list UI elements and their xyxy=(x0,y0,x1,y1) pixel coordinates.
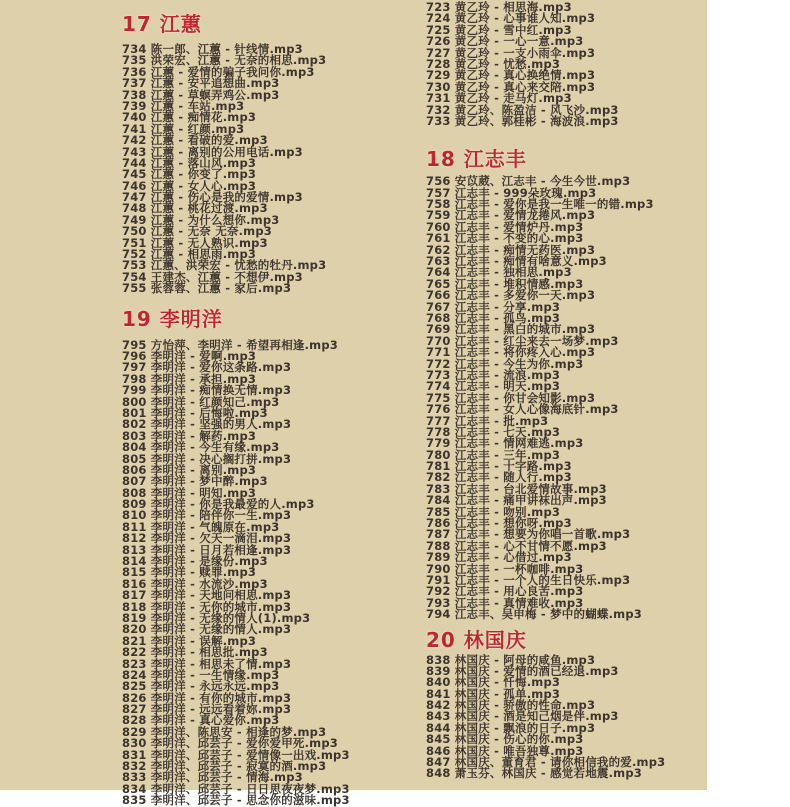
track-row: 732 黄乙玲、陈盈洁 - 风飞沙.mp3 xyxy=(426,102,619,117)
track-row: 774 江志丰 - 明天.mp3 xyxy=(426,379,561,394)
track-row: 760 江志丰 - 爱情炉丹.mp3 xyxy=(426,219,584,234)
track-row: 835 李明洋、邱芸子 - 思念你的滋味.mp3 xyxy=(122,793,350,807)
section-header: 19 李明洋 xyxy=(122,306,223,331)
track-row: 799 李明洋 - 痴情换无情.mp3 xyxy=(122,383,292,398)
section-header: 20 林国庆 xyxy=(426,627,527,652)
track-row: 780 江志丰 - 三年.mp3 xyxy=(426,447,561,462)
track-row: 739 江蕙 - 车站.mp3 xyxy=(122,98,245,113)
track-row: 726 黄乙玲 - 一心一意.mp3 xyxy=(426,34,584,49)
track-row: 830 李明洋、邱芸子 - 爱你爱甲死.mp3 xyxy=(122,736,338,751)
track-row: 844 林国庆 - 飘浪的日子.mp3 xyxy=(426,720,596,735)
track-column-right xyxy=(426,2,756,780)
track-list xyxy=(426,2,756,127)
track-row: 807 李明洋 - 梦中醉.mp3 xyxy=(122,474,268,489)
track-row: 777 江志丰 - 批.mp3 xyxy=(426,413,549,428)
track-row: 794 江志丰、吴申梅 - 梦中的蝴蝶.mp3 xyxy=(426,607,642,622)
track-row: 802 李明洋 - 坚强的男人.mp3 xyxy=(122,417,292,432)
track-row: 727 黄乙玲 - 一支小雨伞.mp3 xyxy=(426,45,596,60)
track-row: 745 江蕙 - 你变了.mp3 xyxy=(122,167,257,182)
track-row: 769 江志丰 - 黑白的城市.mp3 xyxy=(426,322,596,337)
track-list xyxy=(122,337,452,807)
track-row: 789 江志丰 - 心借过.mp3 xyxy=(426,550,572,565)
track-row: 754 王建杰、江蕙 - 不想伊.mp3 xyxy=(122,269,303,284)
track-row: 846 林国庆 - 唯吾独尊.mp3 xyxy=(426,743,584,758)
track-list xyxy=(122,44,452,295)
track-row: 768 江志丰 - 孤鸟.mp3 xyxy=(426,310,561,325)
track-row: 756 安苡葳、江志丰 - 今生今世.mp3 xyxy=(426,174,631,189)
track-row: 748 江蕙 - 桃花过渡.mp3 xyxy=(122,201,268,216)
track-row: 848 萧玉芬、林国庆 - 感觉若地震.mp3 xyxy=(426,766,642,781)
track-row: 796 李明洋 - 爱啊.mp3 xyxy=(122,348,257,363)
track-row: 778 江志丰 - 七天.mp3 xyxy=(426,424,561,439)
track-row: 827 李明洋 - 远远看着妳.mp3 xyxy=(122,702,292,717)
track-row: 804 李明洋 - 今生有缘.mp3 xyxy=(122,440,280,455)
track-row: 790 江志丰 - 一杯咖啡.mp3 xyxy=(426,561,584,576)
track-row: 826 李明洋 - 有你的城市.mp3 xyxy=(122,690,292,705)
track-row: 805 李明洋 - 决心搁打拼.mp3 xyxy=(122,451,292,466)
track-row: 823 李明洋 - 相思未了情.mp3 xyxy=(122,656,292,671)
track-row: 782 江志丰 - 随人行.mp3 xyxy=(426,470,572,485)
track-row: 743 江蕙 - 离别的公用电话.mp3 xyxy=(122,144,303,159)
track-list xyxy=(426,176,756,620)
track-row: 840 林国庆 - 忏悔.mp3 xyxy=(426,675,561,690)
track-row: 828 李明洋 - 真心爱你.mp3 xyxy=(122,713,280,728)
track-row: 775 江志丰 - 你甘会知影.mp3 xyxy=(426,390,596,405)
track-row: 808 李明洋 - 明知.mp3 xyxy=(122,485,257,500)
track-column-left xyxy=(122,12,452,807)
track-row: 728 黄乙玲 - 忧愁.mp3 xyxy=(426,56,561,71)
track-row: 791 江志丰 - 一个人的生日快乐.mp3 xyxy=(426,572,631,587)
track-row: 783 江志丰 - 台北爱情故事.mp3 xyxy=(426,481,607,496)
track-row: 834 李明洋、邱芸子 - 日日思夜夜梦.mp3 xyxy=(122,781,350,796)
track-row: 724 黄乙玲 - 心事谁人知.mp3 xyxy=(426,11,596,26)
track-row: 784 江志丰 - 痛甲讲袜出声.mp3 xyxy=(426,493,607,508)
track-row: 764 江志丰 - 独相思.mp3 xyxy=(426,265,572,280)
track-row: 733 黄乙玲、郭桂彬 - 海波浪.mp3 xyxy=(426,113,619,128)
track-row: 821 李明洋 - 误解.mp3 xyxy=(122,633,257,648)
track-row: 734 陈一郎、江蕙 - 针线情.mp3 xyxy=(122,42,303,56)
track-row: 793 江志丰 - 真情难收.mp3 xyxy=(426,595,584,610)
track-row: 787 江志丰 - 想要为你唱一首歌.mp3 xyxy=(426,527,631,542)
track-row: 803 李明洋 - 解药.mp3 xyxy=(122,428,257,443)
track-row: 814 李明洋 - 是缘份.mp3 xyxy=(122,554,268,569)
track-row: 795 方怡萍、李明洋 - 希望再相逢.mp3 xyxy=(122,337,338,352)
track-row: 772 江志丰 - 今生为你.mp3 xyxy=(426,356,584,371)
track-row: 750 江蕙 - 无奈 无奈.mp3 xyxy=(122,224,272,239)
track-row: 781 江志丰 - 十字路.mp3 xyxy=(426,459,572,474)
track-row: 816 李明洋 - 水流沙.mp3 xyxy=(122,576,268,591)
track-row: 751 江蕙 - 无人熟识.mp3 xyxy=(122,235,268,250)
track-row: 730 黄乙玲 - 真心来交陪.mp3 xyxy=(426,79,596,94)
track-row: 767 江志丰 - 分享.mp3 xyxy=(426,299,561,314)
track-row: 786 江志丰 - 想你呀.mp3 xyxy=(426,516,572,531)
track-row: 759 江志丰 - 爱情龙捲风.mp3 xyxy=(426,208,596,223)
track-row: 729 黄乙玲 - 真心换绝情.mp3 xyxy=(426,68,596,83)
track-row: 797 李明洋 - 爱你这条路.mp3 xyxy=(122,360,292,375)
track-row: 801 李明洋 - 后悔啦.mp3 xyxy=(122,405,268,420)
track-row: 740 江蕙 - 痴情花.mp3 xyxy=(122,110,257,125)
track-row: 792 江志丰 - 用心良苦.mp3 xyxy=(426,584,584,599)
track-row: 800 李明洋 - 红颜知己.mp3 xyxy=(122,394,280,409)
track-list xyxy=(426,652,756,781)
track-row: 766 江志丰 - 多爱你一天.mp3 xyxy=(426,288,596,303)
track-row: 776 江志丰 - 女人心像海底针.mp3 xyxy=(426,402,619,417)
track-row: 815 李明洋 - 赎罪.mp3 xyxy=(122,565,257,580)
track-row: 832 李明洋、邱芸子 - 寂寞的酒.mp3 xyxy=(122,759,327,774)
track-row: 785 江志丰 - 吻别.mp3 xyxy=(426,504,561,519)
track-row: 843 林国庆 - 酒是知己烟是伴.mp3 xyxy=(426,709,619,724)
track-row: 763 江志丰 - 痴情有啥意义.mp3 xyxy=(426,254,607,269)
track-row: 841 林国庆 - 孤单.mp3 xyxy=(426,686,561,701)
track-row: 749 江蕙 - 为什么想你.mp3 xyxy=(122,212,280,227)
track-row: 746 江蕙 - 女人心.mp3 xyxy=(122,178,257,193)
track-row: 806 李明洋 - 离别.mp3 xyxy=(122,462,257,477)
track-row: 798 李明洋 - 承担.mp3 xyxy=(122,371,257,386)
track-row: 741 江蕙 - 红颜.mp3 xyxy=(122,121,245,136)
track-row: 770 江志丰 - 红尘来去一场梦.mp3 xyxy=(426,333,619,348)
track-row: 755 张蓉蓉、江蕙 - 家后.mp3 xyxy=(122,281,292,296)
track-row: 788 江志丰 - 心不甘情不愿.mp3 xyxy=(426,538,607,553)
track-row: 731 黄乙玲 - 走马灯.mp3 xyxy=(426,91,572,106)
track-row: 762 江志丰 - 痴情无药医.mp3 xyxy=(426,242,596,257)
track-row: 773 江志丰 - 流浪.mp3 xyxy=(426,367,561,382)
track-row: 838 林国庆 - 阿母的咸鱼.mp3 xyxy=(426,652,596,667)
track-row: 831 李明洋、邱芸子 - 爱情像一出戏.mp3 xyxy=(122,747,350,762)
track-row: 825 李明洋 - 永远永远.mp3 xyxy=(122,679,280,694)
track-row: 829 李明洋、陈思安 - 相逢的梦.mp3 xyxy=(122,724,327,739)
track-row: 742 江蕙 - 看破的爱.mp3 xyxy=(122,133,268,148)
track-row: 842 林国庆 - 骄傲的性命.mp3 xyxy=(426,698,596,713)
track-row: 813 李明洋 - 日月若相逢.mp3 xyxy=(122,542,292,557)
track-row: 817 李明洋 - 天地问相思.mp3 xyxy=(122,588,292,603)
track-row: 735 洪荣宏、江蕙 - 无奈的相思.mp3 xyxy=(122,53,327,68)
track-row: 771 江志丰 - 将你疼入心.mp3 xyxy=(426,345,596,360)
track-row: 822 李明洋 - 相思批.mp3 xyxy=(122,645,268,660)
track-row: 819 李明洋 - 无缘的情人(1).mp3 xyxy=(122,610,311,625)
track-row: 757 江志丰 - 999朵玫瑰.mp3 xyxy=(426,185,597,200)
track-row: 833 李明洋、邱芸子 - 情海.mp3 xyxy=(122,770,303,785)
track-row: 810 李明洋 - 陪伴你一生.mp3 xyxy=(122,508,292,523)
track-row: 839 林国庆 - 爱情的酒已经退.mp3 xyxy=(426,663,619,678)
track-row: 753 江蕙、洪荣宏 - 忧愁的牡丹.mp3 xyxy=(122,258,327,273)
track-row: 736 江蕙 - 爱情的骗子我问你.mp3 xyxy=(122,64,315,79)
track-row: 847 林国庆、董育君 - 请你相信我的爱.mp3 xyxy=(426,755,666,770)
track-row: 725 黄乙玲 - 雪中红.mp3 xyxy=(426,22,572,37)
track-row: 811 李明洋 - 气魄原在.mp3 xyxy=(122,519,280,534)
track-row: 737 江蕙 - 安平追想曲.mp3 xyxy=(122,76,280,91)
section-header: 18 江志丰 xyxy=(426,147,527,172)
track-row: 752 江蕙 - 相思雨.mp3 xyxy=(122,247,257,262)
track-row: 824 李明洋 - 一生情缘.mp3 xyxy=(122,667,280,682)
section-header: 17 江蕙 xyxy=(122,12,202,36)
track-row: 845 林国庆 - 伤心的你.mp3 xyxy=(426,732,584,747)
track-row: 747 江蕙 - 伤心是我的爱情.mp3 xyxy=(122,190,303,205)
track-row: 812 李明洋 - 欠天一滴泪.mp3 xyxy=(122,531,292,546)
track-row: 744 江蕙 - 落山风.mp3 xyxy=(122,155,257,170)
track-row: 809 李明洋 - 你是我最爱的人.mp3 xyxy=(122,497,315,512)
track-row: 758 江志丰 - 爱你是我一生唯一的错.mp3 xyxy=(426,197,654,212)
track-row: 761 江志丰 - 不变的心.mp3 xyxy=(426,231,584,246)
track-row: 738 江蕙 - 草螟弄鸡公.mp3 xyxy=(122,87,280,102)
track-row: 779 江志丰 - 情网难逃.mp3 xyxy=(426,436,584,451)
track-row: 818 李明洋 - 无你的城市.mp3 xyxy=(122,599,292,614)
track-row: 765 江志丰 - 堆积情感.mp3 xyxy=(426,276,584,291)
track-row: 820 李明洋 - 无缘的情人.mp3 xyxy=(122,622,292,637)
track-row: 723 黄乙玲 - 相思海.mp3 xyxy=(426,0,572,14)
